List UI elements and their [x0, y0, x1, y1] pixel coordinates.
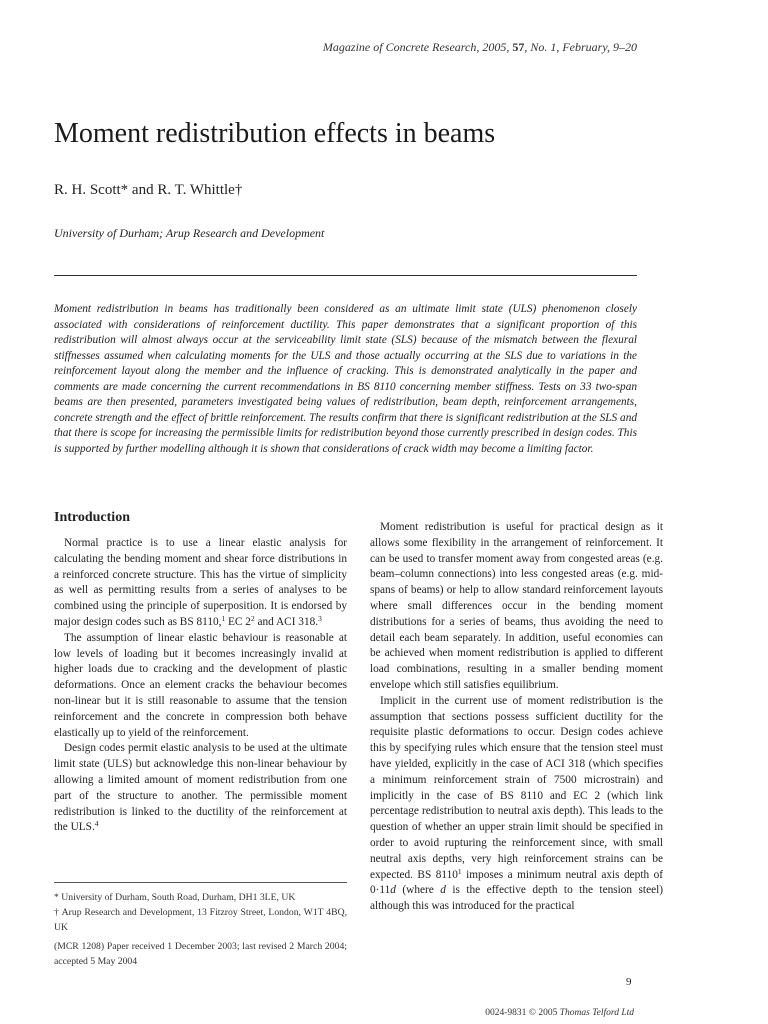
paragraph-text: and ACI 318.	[254, 615, 319, 628]
journal-year: , 2005,	[476, 40, 513, 54]
journal-volume: 57	[512, 40, 525, 54]
intro-paragraph	[54, 536, 347, 631]
footnote-divider	[54, 882, 347, 883]
reference-marker: 3	[318, 613, 322, 623]
journal-name: Magazine of Concrete Research	[322, 40, 477, 54]
paragraph-text: Normal practice is to use a linear elastic analysis for calculating the bending moment and shear force distributions in a reinforced concrete structure. This has the virtue of simplicity as well as permitting results from a series of analyses to be combined using the principle of superposition. It is endorsed by major design codes such as BS 8110,	[54, 537, 347, 628]
footnote-received: (MCR 1208) Paper received 1 December 2003; last revised 2 March 2004; accepted 5 May 2004	[54, 941, 347, 967]
math-variable: d	[440, 884, 446, 897]
intro-paragraph: Moment redistribution is useful for practical design as it allows some flexibility in the arrangement of reinforcement. It can be used to transfer moment away from congested areas (e.g. beam–column connections) into less congested areas (e.g. mid-spans of beams) or help to allow standard reinforcement layouts where small differences occur in the bending moment distributions for a series of beams, thus avoiding the need to detail each beam separately. In addition, useful economies can be achieved when moment redistribution is applied to different load combinations, resulting in a smaller bending moment envelope which still satisfies equilibrium.	[370, 521, 663, 691]
math-variable: d	[390, 884, 396, 897]
paragraph-text: Implicit in the current use of moment redistribution is the assumption that sections possess sufficient ductility for the requisite plastic deformations to occur. Design codes achieve this by specifying rules which ensure that the tension steel must have yielded, explicitly in the case of ACI 318 (which specifies a minimum reinforcement strain of 7500 microstrain) and implicitly in the case of BS 8110 and EC 2 (which link percentage redistribution to neutral axis depth). This leads to the question of whether an upper strain limit should be specified in order to avoid rupturing the reinforcement since, with small neutral axis depths, very high reinforcement strains can be expected. BS 8110	[370, 694, 663, 881]
abstract: Moment redistribution in beams has traditionally been considered as an ultimate limit state (ULS) phenomenon closely associated with considerations of reinforcement ductility. This paper demonstrates that a significant proportion of this redistribution will almost always occur at the serviceability limit state (SLS) because of the mismatch between the flexural stiffnesses assumed when calculating moments for the ULS and those actually occurring at the SLS due to variations in the reinforcement layout along the member and the influence of cracking. This is demonstrated analytically in the paper and comments are made concerning the current recommendations in BS 8110 concerning member stiffness. Tests on 33 two-span beams are then presented, parameters investigated being values of redistribution, beam depth, reinforcement arrangements, concrete strength and the effect of brittle reinforcement. The results confirm that there is significant redistribution at the SLS and that there is scope for increasing the permissible limits for redistribution beyond those currently prescribed in design codes. This is supported by further modelling although it is shown that considerations of crack width may become a limiting factor.	[54, 303, 637, 455]
journal-citation	[323, 40, 637, 55]
reference-marker: 1	[457, 866, 462, 876]
section-heading-introduction: Introduction	[54, 510, 130, 525]
left-column	[54, 536, 347, 836]
footnote-author-2: † Arup Research and Development, 13 Fitzroy Street, London, W1T 4BQ, UK	[54, 907, 347, 933]
right-column	[370, 520, 663, 915]
paragraph-text: imposes a minimum neutral axis depth of 0·11	[370, 868, 663, 897]
paragraph-text: (where	[395, 884, 441, 897]
paragraph-text: is the effective depth to the tension steel) although this was introduced for the practical	[370, 884, 663, 913]
page-title: Moment redistribution effects in beams	[54, 118, 496, 149]
affiliation: University of Durham; Arup Research and Development	[54, 226, 325, 240]
reference-marker: 1	[221, 613, 226, 623]
footnote-author-1: * University of Durham, South Road, Durham, DH1 3LE, UK	[54, 892, 296, 903]
reference-marker: 2	[250, 613, 255, 623]
intro-paragraph	[54, 741, 347, 836]
intro-paragraph: The assumption of linear elastic behaviour is reasonable at low levels of loading but it becomes increasingly invalid at higher loads due to cracking and the development of plastic deformations. Once an element cracks the behaviour becomes non-linear but it is still reasonable to assume that the tension reinforcement and the concrete in compression both behave elastically up to yield of the reinforcement.	[54, 631, 347, 739]
paragraph-text: EC 2	[225, 615, 251, 628]
intro-paragraph	[370, 694, 663, 915]
header-divider	[54, 275, 637, 276]
reference-marker: 4	[94, 819, 99, 829]
paragraph-text: Design codes permit elastic analysis to be used at the ultimate limit state (ULS) but acknowledge this non-linear behaviour by allowing a limited amount of moment redistribution from one part of the structure to another. The permissible moment redistribution is linked to the ductility of the reinforcement at the ULS.	[54, 742, 347, 834]
page-number: 9	[626, 976, 632, 988]
authors: R. H. Scott* and R. T. Whittle†	[54, 182, 243, 198]
issn-copyright: 0024-9831 © 2005	[485, 1008, 560, 1018]
journal-issue-pages: , No. 1, February, 9–20	[524, 40, 637, 54]
publisher-name: Thomas Telford Ltd	[559, 1008, 634, 1018]
copyright-footer	[485, 1008, 634, 1018]
